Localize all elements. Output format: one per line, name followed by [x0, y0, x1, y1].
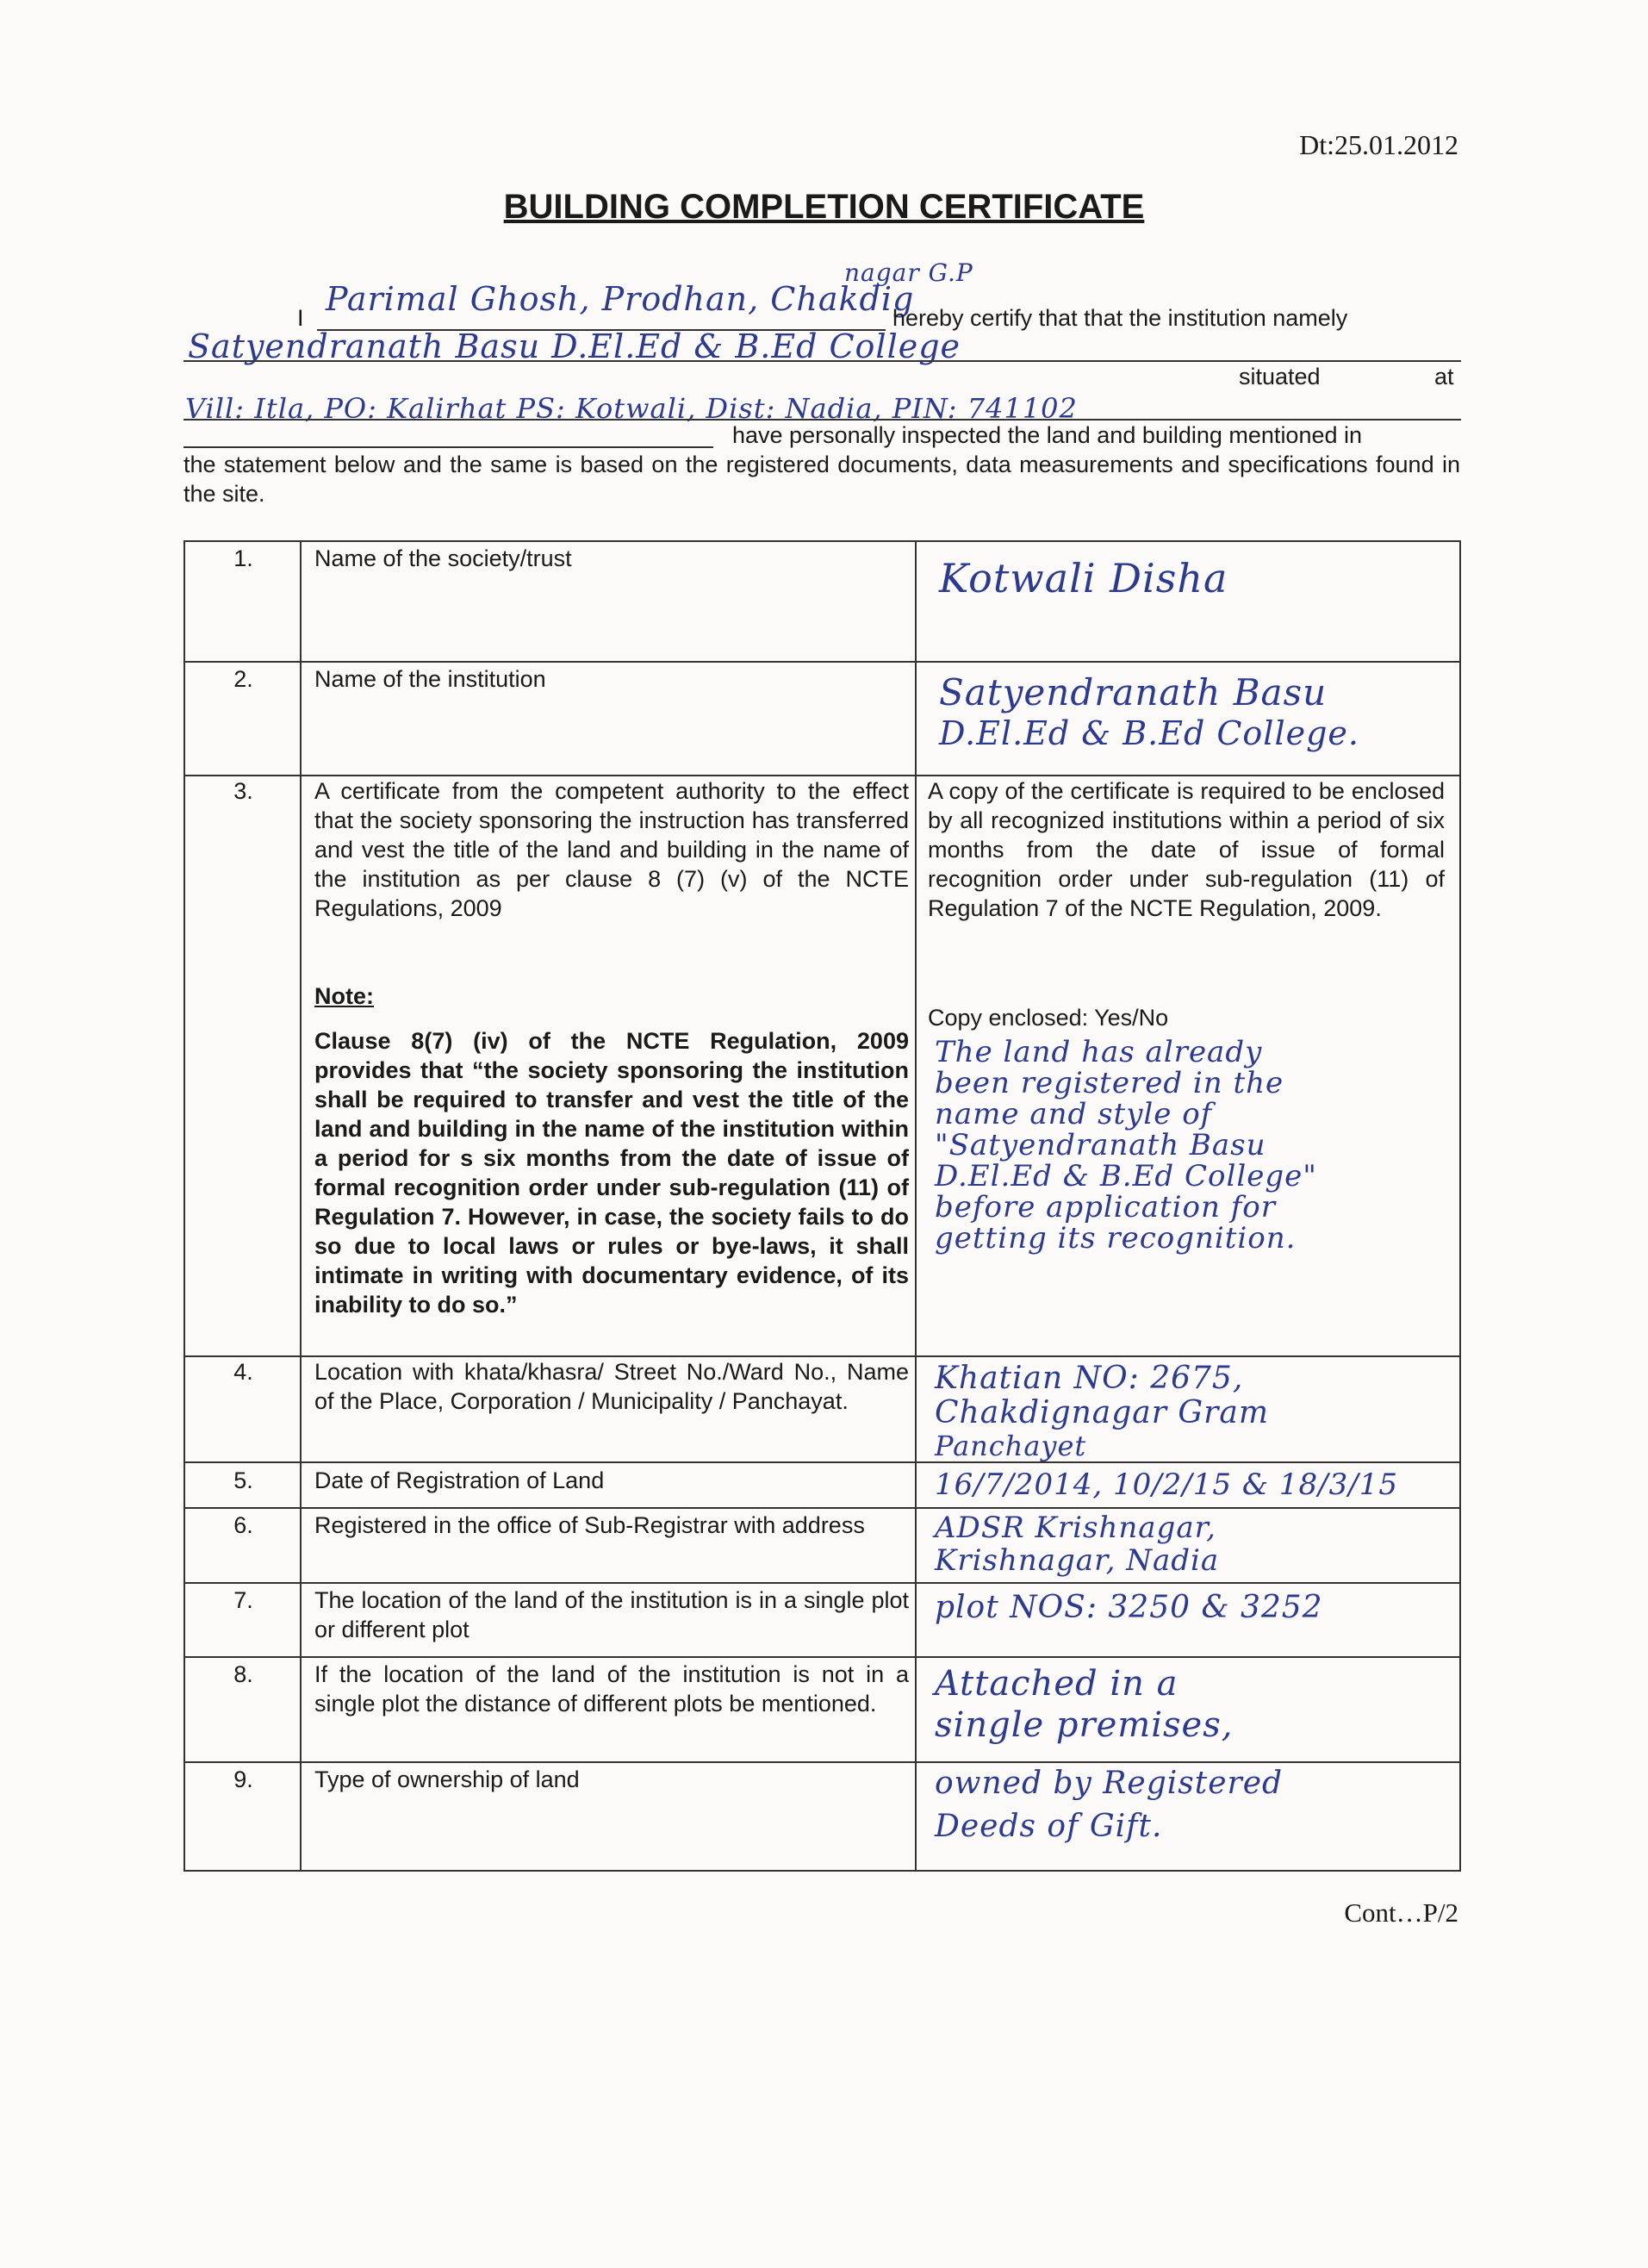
- handwritten-address: Vill: Itla, PO: Kalirhat PS: Kotwali, Dist: Nadia, PIN: 741102: [185, 392, 1078, 425]
- row-number: 5.: [233, 1467, 253, 1493]
- column-divider-2: [915, 542, 917, 1870]
- row-number: 8.: [233, 1661, 253, 1687]
- inspected-text: have personally inspected the land and building mentioned in: [732, 422, 1363, 448]
- row-divider: [185, 661, 1459, 663]
- handwritten-sub-registrar-line2: Krishnagar, Nadia: [935, 1543, 1220, 1578]
- intro-pronoun: I: [297, 305, 304, 331]
- row-number: 1.: [233, 545, 253, 571]
- handwritten-institution-line1: Satyendranath Basu: [939, 671, 1328, 713]
- handwritten-location-line1: Khatian NO: 2675,: [935, 1361, 1244, 1396]
- handwritten-ownership-line2: Deeds of Gift.: [935, 1809, 1163, 1844]
- certificate-date: Dt:25.01.2012: [1299, 129, 1458, 160]
- row-divider: [185, 1656, 1459, 1658]
- handwritten-note-line5: D.El.Ed & B.Ed College": [935, 1159, 1317, 1193]
- handwritten-institution-name: Satyendranath Basu D.El.Ed & B.Ed College: [188, 327, 961, 365]
- handwritten-ownership-line1: owned by Registered: [935, 1766, 1284, 1801]
- handwritten-note-line1: The land has already: [935, 1035, 1263, 1069]
- page-title: BUILDING COMPLETION CERTIFICATE: [503, 188, 1145, 226]
- row-number: 2.: [233, 666, 253, 692]
- row-label-institution: Name of the institution: [314, 666, 546, 692]
- row-number: 4.: [233, 1359, 253, 1385]
- row-label-plot: The location of the land of the institution is in a single plot or different plot: [314, 1587, 909, 1642]
- handwritten-society-name: Kotwali Disha: [939, 555, 1228, 601]
- note-text: Clause 8(7) (iv) of the NCTE Regulation, 2009 provides that “the society sponsoring the institution shall be required to transfer and vest the title of the land and building in the name of the institution within a period for s six months from the date of issue of formal recognition order under sub-regulation (11) of Regulation 7. However, in case, the society fails to do so due to local laws or rules or bye-laws, it shall intimate in writing with documentary evidence, of its inability to do so.”: [314, 1028, 909, 1318]
- row-divider: [185, 1507, 1459, 1509]
- handwritten-location-line3: Panchayet: [935, 1430, 1087, 1462]
- handwritten-note-line3: name and style of: [935, 1097, 1213, 1131]
- note-heading: Note:: [314, 983, 374, 1009]
- row-divider: [185, 1761, 1459, 1763]
- handwritten-certifier-name-superscript: nagar G.P: [844, 259, 973, 287]
- row-label-ownership: Type of ownership of land: [314, 1766, 580, 1792]
- handwritten-location-line2: Chakdignagar Gram: [935, 1395, 1269, 1430]
- at-label: at: [1434, 364, 1454, 389]
- row-number: 3.: [233, 778, 253, 804]
- row-label-sub-registrar: Registered in the office of Sub-Registrar with address: [314, 1512, 865, 1538]
- handwritten-note-line7: getting its recognition.: [935, 1221, 1297, 1256]
- row-label-certificate: A certificate from the competent authority to the effect that the society sponsoring the instruction has transferred and vest the title of the land and building in the name of the institution as per clause 8 (7) (v) of the NCTE Regulations, 2009: [314, 778, 909, 921]
- row-divider: [185, 1582, 1459, 1584]
- certificate-table: [183, 540, 1461, 1872]
- handwritten-note-line6: before application for: [935, 1190, 1276, 1224]
- row-label-society: Name of the society/trust: [314, 545, 572, 571]
- row-number: 9.: [233, 1766, 253, 1792]
- handwritten-note-line4: "Satyendranath Basu: [935, 1128, 1266, 1162]
- statement-text: the statement below and the same is based on the registered documents, data measurements and specifications found in the site.: [183, 452, 1460, 507]
- handwritten-premises-line2: single premises,: [935, 1705, 1234, 1745]
- row-divider: [185, 1461, 1459, 1463]
- row-label-location: Location with khata/khasra/ Street No./Ward No., Name of the Place, Corporation / Municipality / Panchayat.: [314, 1359, 909, 1414]
- copy-enclosed-label: Copy enclosed: Yes/No: [928, 1005, 1169, 1031]
- row-label-plot-distance: If the location of the land of the institution is not in a single plot the distance of different plots be mentioned.: [314, 1661, 909, 1717]
- handwritten-note-line2: been registered in the: [935, 1066, 1284, 1100]
- row-label-registration-date: Date of Registration of Land: [314, 1467, 605, 1493]
- certify-text: hereby certify that that the institution namely: [892, 305, 1348, 331]
- handwritten-plot-numbers: plot NOS: 3250 & 3252: [935, 1590, 1323, 1625]
- certificate-requirement-text: A copy of the certificate is required to be enclosed by all recognized institutions within a period of six months from the date of issue of formal recognition order under sub-regulation (11) of Regulation 7 of the NCTE Regulation, 2009.: [928, 778, 1445, 921]
- continued-marker: Cont…P/2: [1344, 1897, 1458, 1928]
- address-underline-bottom: [183, 446, 713, 448]
- situated-label: situated: [1239, 364, 1321, 389]
- handwritten-institution-line2: D.El.Ed & B.Ed College.: [939, 714, 1359, 752]
- handwritten-certifier-name: Parimal Ghosh, Prodhan, Chakdig: [326, 280, 915, 318]
- handwritten-registration-dates: 16/7/2014, 10/2/15 & 18/3/15: [935, 1467, 1398, 1502]
- row-number: 6.: [233, 1512, 253, 1538]
- handwritten-premises-line1: Attached in a: [935, 1664, 1178, 1704]
- row-number: 7.: [233, 1587, 253, 1613]
- handwritten-sub-registrar-line1: ADSR Krishnagar,: [935, 1511, 1216, 1545]
